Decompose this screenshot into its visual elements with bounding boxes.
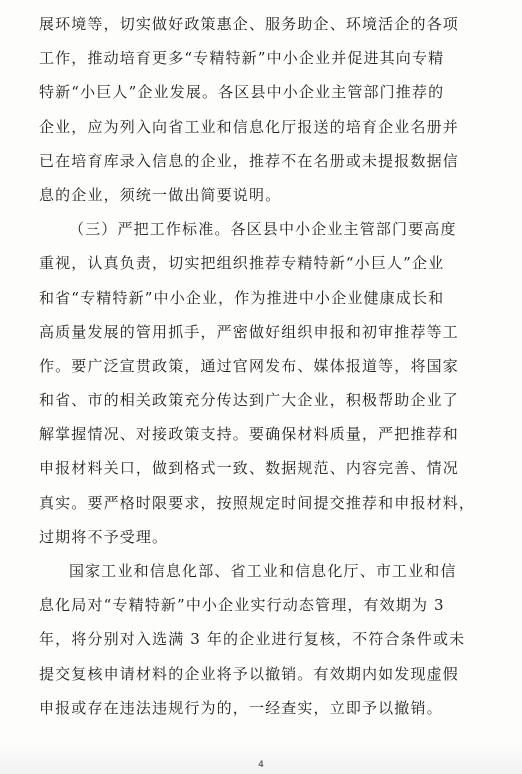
text-line: 已在培育库录入信息的企业，推荐不在名册或未提报数据信: [39, 151, 459, 170]
text-line: 重视，认真负责，切实把组织推荐专精特新“小巨人”企业: [39, 254, 445, 273]
text-line: 高质量发展的管用抓手，严密做好组织申报和初审推荐等工: [39, 322, 459, 341]
text-line: 息化局对“专精特新”中小企业实行动态管理，有效期为 3: [39, 596, 445, 615]
text-line: 和省、市的相关政策充分传达到广大企业，积极帮助企业了: [39, 391, 459, 410]
text-line: 申报材料关口，做到格式一致、数据规范、内容完善、情况: [39, 459, 459, 478]
text-line: 工作，推动培育更多“专精特新”中小企业并促进其向专精: [39, 49, 445, 68]
text-line: 特新“小巨人”企业发展。各区县中小企业主管部门推荐的: [39, 83, 445, 102]
text-line: 展环境等，切实做好政策惠企、服务助企、环境活企的各项: [39, 15, 459, 33]
paragraph-heading-line: （三）严把工作标准。各区县中小企业主管部门要高度: [69, 220, 457, 239]
text-line: 申报或存在违法违规行为的，一经查实，立即予以撤销。: [39, 698, 443, 717]
text-line: 真实。要严格时限要求，按照规定时间提交推荐和申报材料，: [39, 493, 476, 512]
text-line: 年，将分别对入选满 3 年的企业进行复核，不符合条件或未: [39, 630, 466, 649]
text-line: 提交复核申请材料的企业将予以撤销。有效期内如发现虚假: [39, 664, 459, 683]
document-body: [39, 7, 489, 725]
paragraph-start-line: 国家工业和信息化部、省工业和信息化厅、市工业和信: [69, 562, 457, 580]
text-line: 企业，应为列入向省工业和信息化厅报送的培育企业名册并: [39, 117, 459, 136]
text-line: 和省“专精特新”中小企业，作为推进中小企业健康成长和: [39, 288, 445, 307]
page-number: 4: [258, 760, 264, 770]
text-line: 过期将不予受理。: [39, 527, 169, 546]
text-line: 息的企业，须统一做出简要说明。: [39, 185, 282, 204]
text-line: 作。要广泛宣贯政策，通过官网发布、媒体报道等，将国家: [39, 356, 459, 375]
text-line: 解掌握情况、对接政策支持。要确保材料质量，严把推荐和: [39, 425, 459, 444]
